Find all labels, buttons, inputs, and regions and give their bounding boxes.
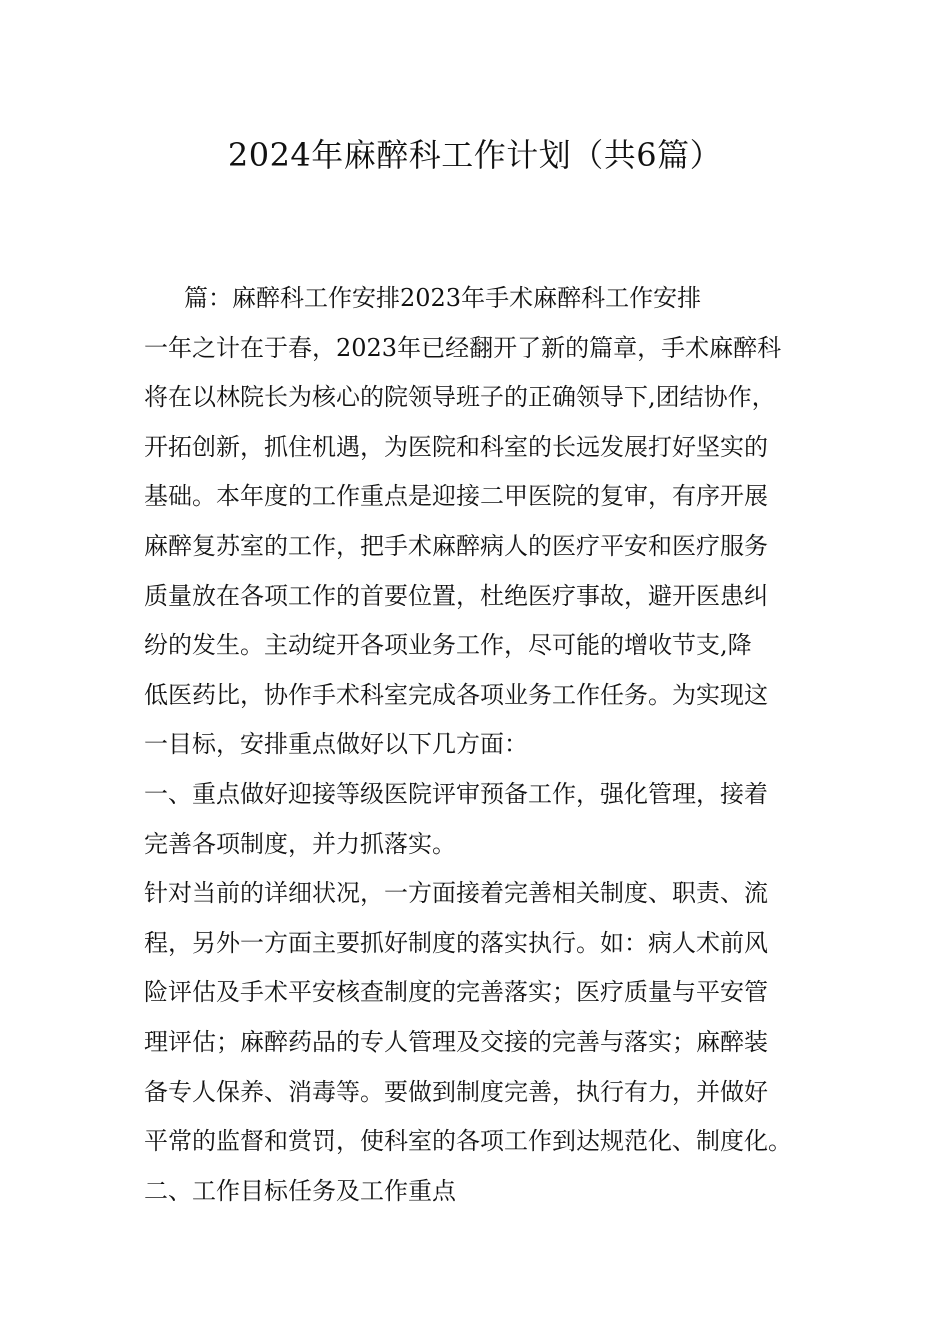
section-heading: 二、工作目标任务及工作重点 (144, 1176, 456, 1205)
paragraph-line: 将在以林院长为核心的院领导班子的正确领导下,团结协作， (144, 383, 776, 412)
paragraph-line: 备专人保养、消毒等。要做到制度完善，执行有力，并做好 (144, 1077, 768, 1106)
paragraph-line: 程，另外一方面主要抓好制度的落实执行。如：病人术前风 (144, 928, 768, 957)
paragraph-line: 基础。本年度的工作重点是迎接二甲医院的复审，有序开展 (144, 482, 768, 511)
section-heading: 篇：麻醉科工作安排2023年手术麻醉科工作安排 (184, 284, 702, 312)
paragraph-line: 险评估及手术平安核查制度的完善落实；医疗质量与平安管 (144, 978, 768, 1007)
paragraph-line: 低医药比，协作手术科室完成各项业务工作任务。为实现这 (144, 680, 768, 709)
paragraph-line: 针对当前的详细状况，一方面接着完善相关制度、职责、流 (144, 879, 768, 908)
paragraph-line: 开拓创新，抓住机遇，为医院和科室的长远发展打好坚实的 (144, 432, 768, 461)
section-heading: 一、重点做好迎接等级医院评审预备工作，强化管理，接着 (144, 779, 768, 808)
paragraph-line: 完善各项制度，并力抓落实。 (144, 829, 456, 858)
paragraph-line: 纷的发生。主动绽开各项业务工作，尽可能的增收节支,降 (144, 631, 752, 660)
document-title: 2024年麻醉科工作计划（共6篇） (227, 136, 723, 174)
paragraph-line: 一目标，安排重点做好以下几方面： (144, 730, 528, 759)
paragraph-line: 麻醉复苏室的工作，把手术麻醉病人的医疗平安和医疗服务 (144, 531, 768, 560)
document-body (144, 281, 810, 1223)
paragraph-line: 平常的监督和赏罚，使科室的各项工作到达规范化、制度化。 (144, 1127, 792, 1156)
paragraph-line: 质量放在各项工作的首要位置，杜绝医疗事故，避开医患纠 (144, 581, 768, 610)
paragraph-line: 一年之计在于春，2023年已经翻开了新的篇章，手术麻醉科 (144, 333, 782, 362)
paragraph-line: 理评估；麻醉药品的专人管理及交接的完善与落实；麻醉装 (144, 1027, 768, 1056)
